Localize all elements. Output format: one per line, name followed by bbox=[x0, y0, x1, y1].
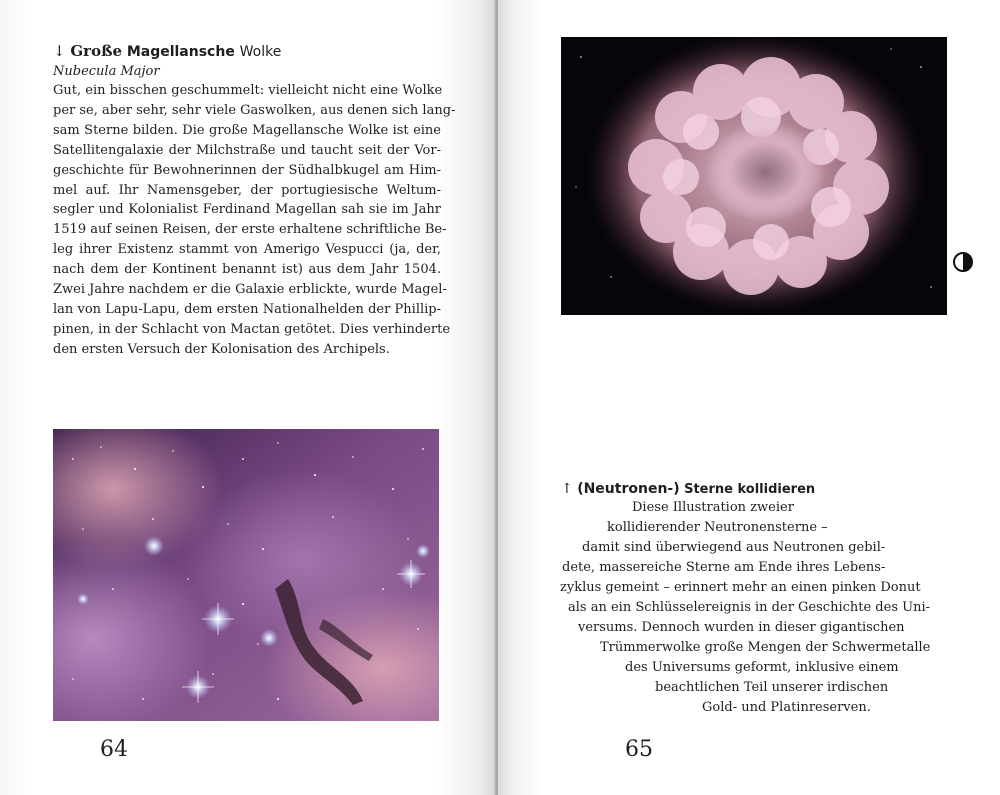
body-line: segler und Kolonialist Ferdinand Magellan sah sie im Jahr bbox=[53, 202, 441, 218]
body-line: 1519 auf seinen Reisen, der erste erhaltene schriftliche Be- bbox=[53, 222, 447, 238]
caption-line: dete, massereiche Sterne am Ende ihres Lebens- bbox=[562, 560, 886, 575]
half-circle-icon bbox=[952, 251, 974, 273]
caption-title bbox=[561, 479, 815, 500]
caption-line: zyklus gemeint – erinnert mehr an einen pinken Donut bbox=[560, 580, 921, 595]
body-paragraph bbox=[53, 81, 456, 360]
neutron-star-collision-illustration bbox=[561, 37, 947, 315]
page-number-right: 65 bbox=[625, 737, 653, 762]
caption-line: Trümmerwolke große Mengen der Schwermetalle bbox=[600, 640, 931, 655]
caption-line: Gold- und Platinreserven. bbox=[702, 700, 871, 715]
title-word-magellansche: Magellansche bbox=[126, 44, 235, 60]
caption-line: Diese Illustration zweier bbox=[632, 500, 794, 515]
article-title bbox=[53, 41, 281, 62]
body-line: sam Sterne bilden. Die große Magellansche Wolke ist eine bbox=[53, 122, 441, 138]
caption-title-prefix: (Neutronen-) bbox=[577, 481, 680, 497]
body-line: per se, aber sehr, sehr viele Gaswolken, aus denen sich lang- bbox=[53, 102, 456, 118]
caption-line: als an ein Schlüsselereignis in der Geschichte des Uni- bbox=[568, 600, 931, 615]
body-line: Satellitengalaxie der Milchstraße und taucht seit der Vor- bbox=[53, 142, 441, 158]
up-arrow-icon: ↑ bbox=[561, 481, 573, 497]
body-line: Zwei Jahre nachdem er die Galaxie erblickte, wurde Magel- bbox=[53, 282, 447, 298]
body-line: lan von Lapu-Lapu, dem ersten Nationalhelden der Phillip- bbox=[53, 301, 441, 317]
caption-line: damit sind überwiegend aus Neutronen gebil- bbox=[582, 540, 886, 555]
body-line: Gut, ein bisschen geschummelt: vielleicht nicht eine Wolke bbox=[53, 83, 443, 98]
body-line: geschichte für Bewohnerinnen der Südhalbkugel am Him- bbox=[53, 162, 441, 178]
caption-line: kollidierender Neutronensterne – bbox=[607, 520, 828, 535]
right-page bbox=[498, 0, 1000, 795]
latin-subtitle: Nubecula Major bbox=[53, 64, 160, 79]
body-line: den ersten Versuch der Kolonisation des Archipels. bbox=[53, 341, 390, 357]
caption-line: beachtlichen Teil unserer irdischen bbox=[655, 680, 889, 695]
magellanic-cloud-photo bbox=[53, 429, 439, 721]
caption-line: des Universums geformt, inklusive einem bbox=[625, 660, 899, 675]
caption-line: versums. Dennoch wurden in dieser gigantischen bbox=[578, 620, 905, 635]
body-line: mel auf. Ihr Namensgeber, der portugiesische Weltum- bbox=[53, 182, 441, 198]
caption-title-main: Sterne kollidieren bbox=[684, 482, 816, 497]
body-line: leg ihrer Existenz stammt von Amerigo Vespucci (ja, der, bbox=[53, 242, 441, 258]
body-line: pinen, in der Schlacht von Mactan getötet. Dies verhinderte bbox=[53, 321, 451, 337]
body-line: nach dem der Kontinent benannt ist) aus dem Jahr 1504. bbox=[53, 262, 441, 278]
down-arrow-icon: ↓ bbox=[53, 42, 66, 60]
title-word-grosse: Große bbox=[70, 42, 123, 60]
page-number-left: 64 bbox=[100, 737, 128, 762]
left-page bbox=[0, 0, 496, 795]
title-word-wolke: Wolke bbox=[239, 44, 282, 60]
